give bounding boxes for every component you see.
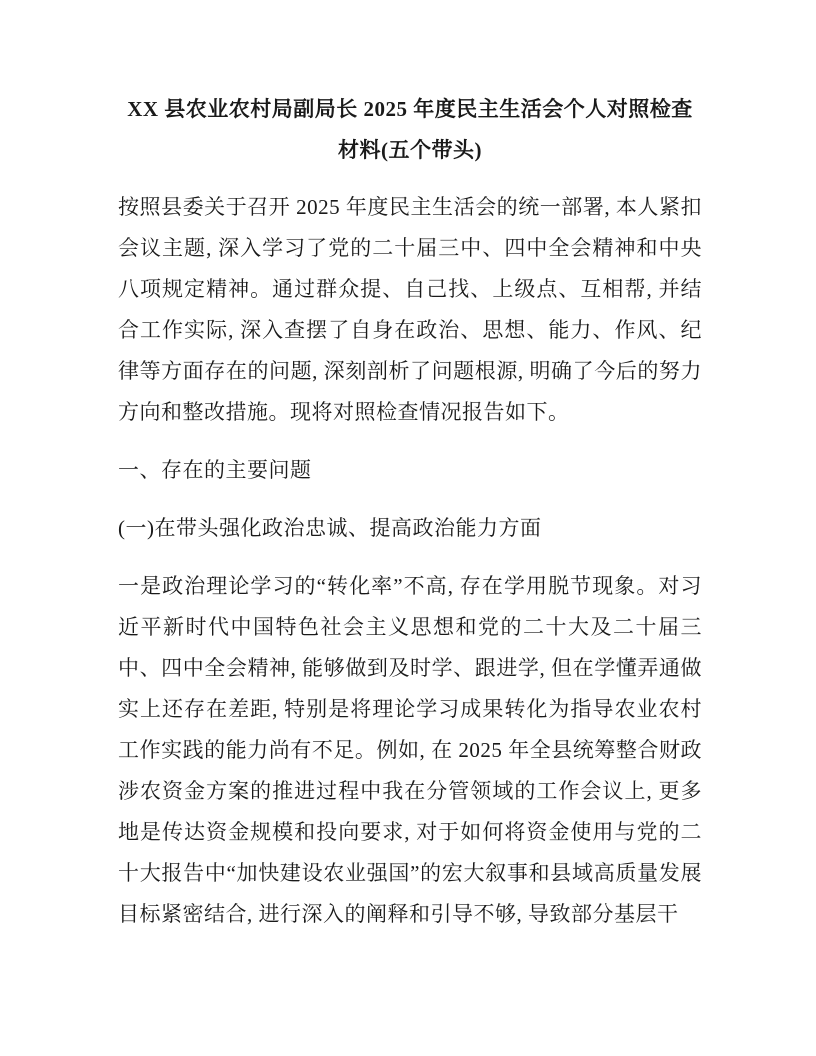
subsection-heading-political-loyalty: (一)在带头强化政治忠诚、提高政治能力方面 — [118, 516, 542, 540]
section-heading-main-problems: 一、存在的主要问题 — [118, 458, 312, 482]
document-title: XX 县农业农村局副局长 2025 年度民主生活会个人对照检查材料(五个带头) — [127, 97, 693, 162]
body-paragraph-theory-study: 一是政治理论学习的“转化率”不高, 存在学用脱节现象。对习近平新时代中国特色社会主义思想和党的二十大及二十届三中、四中全会精神, 能够做到及时学、跟进学, 但在学懂弄通做实上还存在差距, 特别是将理论学习成果转化为指导农业农村工作实践的能力尚有不足。例如, 在 2025 年全县统筹整合财政涉农资金方案的推进过程中我在分管领域的工作会议上, 更多地是传达资金规模和投向要求, 对于如何将资金使用与党的二十大报告中“加快建设农业强国”的宏大叙事和县域高质量发展目标紧密结合, 进行深入的阐释和引导不够, 导致部分基层干 — [118, 574, 702, 926]
intro-paragraph: 按照县委关于召开 2025 年度民主生活会的统一部署, 本人紧扣会议主题, 深入学习了党的二十届三中、四中全会精神和中央八项规定精神。通过群众提、自己找、上级点、互相帮, 并结合工作实际, 深入查摆了自身在政治、思想、能力、作风、纪律等方面存在的问题, 深刻剖析了问题根源, 明确了今后的努力方向和整改措施。现将对照检查情况报告如下。 — [118, 195, 702, 424]
